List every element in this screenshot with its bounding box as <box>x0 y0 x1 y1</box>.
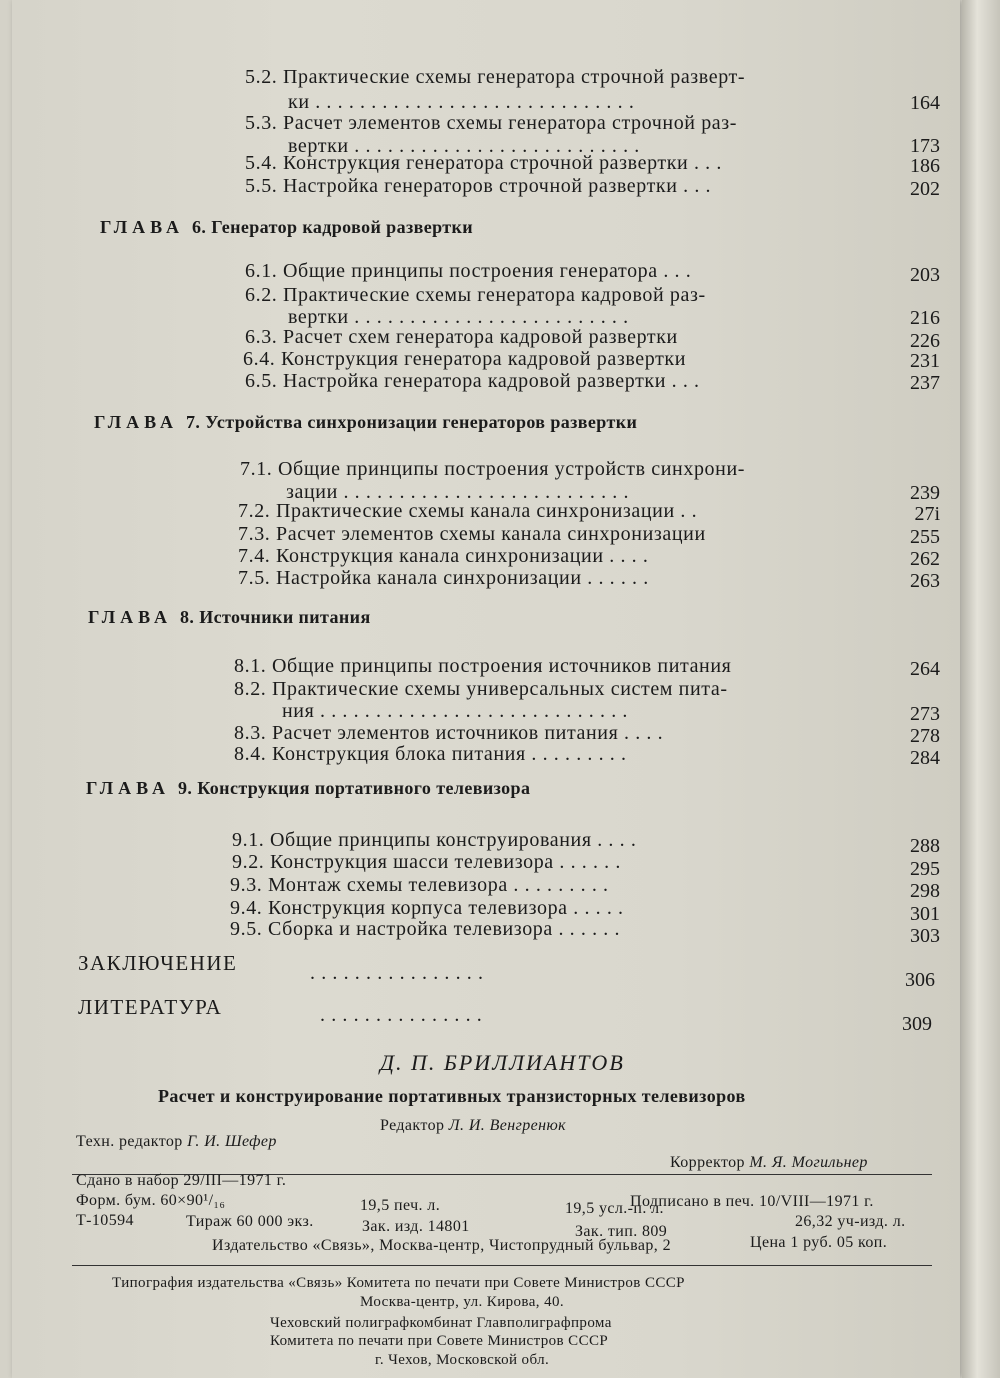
toc-entry: вертки . . . . . . . . . . . . . . . . . . . . . . . . . . <box>288 135 640 157</box>
toc-entry: 7.2. Практические схемы канала синхронизации . . <box>238 500 698 522</box>
editor-name: Л. И. Венгренюк <box>448 1117 567 1134</box>
leader-dots: . . . . . . . . . . . . . . . <box>320 1004 483 1026</box>
toc-entry: 5.4. Конструкция генератора строчной развертки . . . <box>245 152 722 174</box>
paper-format: Форм. бум. 60×90¹/₁₆ <box>76 1192 226 1209</box>
print-run: Тираж 60 000 экз. <box>186 1213 314 1230</box>
page-number: 164 <box>910 92 940 114</box>
page-number: 203 <box>910 264 940 286</box>
chapter-label: ГЛАВА <box>88 607 173 627</box>
toc-entry: 9.1. Общие принципы конструирования . . . . <box>232 829 637 851</box>
editor-label: Редактор <box>380 1117 445 1134</box>
page-edge <box>962 0 1000 1378</box>
typography-line: Москва-центр, ул. Кирова, 40. <box>360 1294 565 1310</box>
toc-entry: 8.4. Конструкция блока питания . . . . . . . . . <box>234 743 627 765</box>
tech-editor-label: Техн. редактор <box>76 1133 183 1150</box>
page-number: 255 <box>910 526 940 548</box>
tech-editor-name: Г. И. Шефер <box>187 1133 277 1150</box>
chapter-heading <box>100 217 473 238</box>
page-number: 231 <box>910 350 940 372</box>
publisher: Издательство «Связь», Москва-центр, Чистопрудный бульвар, 2 <box>212 1237 671 1254</box>
toc-entry: 7.1. Общие принципы построения устройств синхрони- <box>240 458 746 480</box>
toc-entry: 7.3. Расчет элементов схемы канала синхронизации <box>238 523 706 545</box>
chapter-title: 6. Генератор кадровой развертки <box>192 217 474 237</box>
page-number: 202 <box>910 178 940 200</box>
toc-entry: 8.1. Общие принципы построения источников питания <box>234 655 732 677</box>
toc-entry: 6.4. Конструкция генератора кадровой развертки <box>243 348 687 370</box>
toc-entry: 9.5. Сборка и настройка телевизора . . . . . . <box>230 918 621 940</box>
toc-entry: 7.4. Конструкция канала синхронизации . . . . <box>238 545 649 567</box>
chapter-heading <box>88 607 371 628</box>
page-number: 239 <box>910 482 940 504</box>
toc-entry: зации . . . . . . . . . . . . . . . . . . . . . . . . . . <box>286 481 630 503</box>
toc-entry: ния . . . . . . . . . . . . . . . . . . . . . . . . . . . . <box>282 700 629 722</box>
page-number: 27i <box>914 503 940 525</box>
toc-entry: 9.4. Конструкция корпуса телевизора . . . . . <box>230 897 624 919</box>
page-number: 226 <box>910 330 940 352</box>
toc-entry: 6.2. Практические схемы генератора кадровой раз- <box>245 284 706 306</box>
toc-entry: 6.3. Расчет схем генератора кадровой развертки <box>245 326 678 348</box>
toc-entry: 9.2. Конструкция шасси телевизора . . . . . . <box>232 851 621 873</box>
page-number: 264 <box>910 658 940 680</box>
page-number: 278 <box>910 725 940 747</box>
page-number: 284 <box>910 747 940 769</box>
tech-editor-line <box>76 1133 277 1151</box>
page-number: 273 <box>910 703 940 725</box>
code: Т-10594 <box>76 1212 134 1229</box>
page-number: 263 <box>910 570 940 592</box>
toc-entry: 5.5. Настройка генераторов строчной развертки . . . <box>245 175 712 197</box>
acc-sheets: 26,32 уч-изд. л. <box>795 1213 906 1230</box>
toc-entry: 5.2. Практические схемы генератора строчной разверт- <box>245 66 746 88</box>
conclusion-label: ЗАКЛЮЧЕНИЕ <box>78 951 238 975</box>
chapter-title: 7. Устройства синхронизации генераторов развертки <box>186 412 638 432</box>
chapter-label: ГЛАВА <box>94 412 179 432</box>
order-typ: Зак. тип. 809 <box>575 1223 668 1240</box>
divider <box>72 1265 932 1266</box>
chapter-title: 8. Источники питания <box>180 607 371 627</box>
chapter-heading <box>86 778 530 799</box>
author-name: Д. П. БРИЛЛИАНТОВ <box>380 1050 625 1075</box>
toc-entry: ки . . . . . . . . . . . . . . . . . . . . . . . . . . . . . <box>288 91 635 113</box>
toc-entry: 5.3. Расчет элементов схемы генератора строчной раз- <box>245 112 738 134</box>
page-number: 288 <box>910 835 940 857</box>
price: Цена 1 руб. 05 коп. <box>750 1234 888 1251</box>
page-number: 216 <box>910 307 940 329</box>
page-number: 303 <box>910 925 940 947</box>
corrector-label: Корректор <box>670 1154 745 1171</box>
order-pub: Зак. изд. 14801 <box>362 1218 470 1235</box>
page-number: 301 <box>910 903 940 925</box>
print-sheets: 19,5 печ. л. <box>360 1197 441 1214</box>
signed-date: Подписано в печ. 10/VIII—1971 г. <box>630 1193 874 1210</box>
editor-line <box>380 1117 566 1135</box>
page-number: 309 <box>902 1013 932 1035</box>
toc-entry: 6.5. Настройка генератора кадровой развертки . . . <box>245 370 700 392</box>
page-number: 298 <box>910 880 940 902</box>
toc-entry: 7.5. Настройка канала синхронизации . . . . . . <box>238 567 649 589</box>
sent-date: Сдано в набор 29/III—1971 г. <box>76 1172 287 1189</box>
page-number: 262 <box>910 548 940 570</box>
toc-entry: 8.2. Практические схемы универсальных систем пита- <box>234 678 728 700</box>
toc-entry: 8.3. Расчет элементов источников питания . . . . <box>234 722 664 744</box>
page-number: 186 <box>910 155 940 177</box>
leader-dots: . . . . . . . . . . . . . . . . <box>310 962 484 984</box>
typography-line: Чеховский полиграфкомбинат Главполиграфпрома <box>270 1315 612 1331</box>
page-number: 306 <box>905 969 935 991</box>
chapter-label: ГЛАВА <box>86 778 171 798</box>
page-number: 173 <box>910 135 940 157</box>
chapter-heading <box>94 412 637 433</box>
typography-line: г. Чехов, Московской обл. <box>375 1352 550 1368</box>
typography-line: Комитета по печати при Совете Министров СССР <box>270 1333 609 1349</box>
page-number: 237 <box>910 372 940 394</box>
typography-line: Типография издательства «Связь» Комитета по печати при Совете Министров СССР <box>112 1275 685 1291</box>
book-title: Расчет и конструирование портативных транзисторных телевизоров <box>158 1086 746 1106</box>
corrector-name: М. Я. Могильнер <box>749 1154 868 1171</box>
toc-entry: вертки . . . . . . . . . . . . . . . . . . . . . . . . . <box>288 306 629 328</box>
cond-sheets: 19,5 усл.-п. л. <box>565 1200 664 1217</box>
page-number: 295 <box>910 858 940 880</box>
toc-entry: 6.1. Общие принципы построения генератора . . . <box>245 260 692 282</box>
literature-label: ЛИТЕРАТУРА <box>78 995 223 1019</box>
chapter-label: ГЛАВА <box>100 217 185 237</box>
toc-entry: 9.3. Монтаж схемы телевизора . . . . . . . . . <box>230 874 609 896</box>
corrector-line <box>670 1154 868 1172</box>
chapter-title: 9. Конструкция портативного телевизора <box>178 778 531 798</box>
